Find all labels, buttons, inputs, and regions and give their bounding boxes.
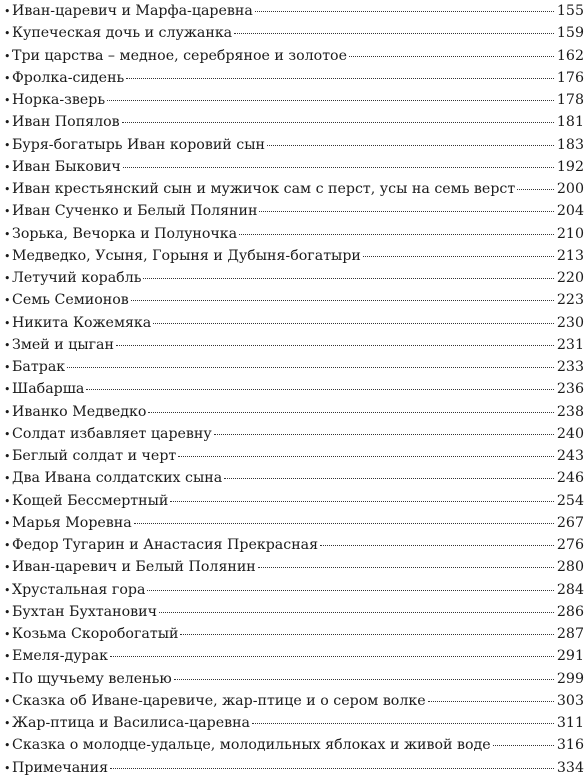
- bullet-icon: •: [4, 27, 11, 41]
- dot-leader: [363, 256, 554, 257]
- dot-leader: [174, 679, 554, 680]
- bullet-icon: •: [4, 427, 11, 441]
- toc-entry: [4, 67, 584, 89]
- toc-entry-title: Кощей Бессмертный: [12, 492, 169, 509]
- bullet-icon: •: [4, 561, 11, 575]
- toc-entry-page-number: 178: [556, 92, 584, 108]
- table-of-contents: [4, 0, 584, 779]
- dot-leader: [517, 189, 554, 190]
- dot-leader: [234, 33, 554, 34]
- bullet-icon: •: [4, 405, 11, 419]
- bullet-icon: •: [4, 316, 11, 330]
- toc-entry-title: Семь Семионов: [12, 292, 129, 309]
- toc-entry-title: Сказка об Иване-царевиче, жар-птице и о сером волке: [12, 692, 426, 709]
- bullet-icon: •: [4, 672, 11, 686]
- dot-leader: [255, 11, 554, 12]
- toc-entry-page-number: 223: [556, 292, 584, 309]
- toc-entry: [4, 534, 584, 556]
- toc-entry-title: Иван Сученко и Белый Полянин: [12, 203, 258, 220]
- toc-entry-title: Емеля-дурак: [12, 648, 109, 665]
- toc-entry-page-number: 280: [556, 559, 584, 576]
- dot-leader: [159, 612, 554, 613]
- toc-entry: [4, 89, 584, 111]
- toc-entry: [4, 645, 584, 667]
- toc-entry-page-number: 176: [556, 69, 584, 86]
- toc-entry-page-number: 284: [556, 581, 584, 598]
- toc-entry: [4, 445, 584, 467]
- toc-entry-title: Три царства – медное, серебряное и золотое: [12, 47, 347, 64]
- bullet-icon: •: [4, 694, 11, 708]
- bullet-icon: •: [4, 761, 11, 775]
- bullet-icon: •: [4, 49, 11, 63]
- toc-entry: [4, 223, 584, 245]
- toc-entry-page-number: 291: [556, 648, 584, 665]
- toc-entry-title: Солдат избавляет царевну: [12, 425, 212, 442]
- toc-entry-title: Буря-богатырь Иван коровий сын: [12, 136, 265, 153]
- toc-entry-page-number: 276: [556, 537, 584, 553]
- bullet-icon: •: [4, 160, 11, 174]
- bullet-icon: •: [4, 383, 11, 397]
- toc-entry: [4, 467, 584, 489]
- toc-entry: [4, 312, 584, 334]
- toc-entry: [4, 556, 584, 578]
- toc-entry-title: Беглый солдат и черт: [12, 448, 177, 464]
- dot-leader: [180, 634, 553, 635]
- toc-entry-page-number: 303: [556, 692, 584, 709]
- bullet-icon: •: [4, 249, 11, 263]
- bullet-icon: •: [4, 183, 11, 196]
- toc-entry-title: Фролка-сидень: [12, 69, 125, 86]
- bullet-icon: •: [4, 338, 11, 352]
- bullet-icon: •: [4, 472, 11, 486]
- dot-leader: [86, 389, 554, 390]
- dot-leader: [116, 345, 554, 346]
- toc-entry: [4, 45, 584, 67]
- toc-entry: [4, 22, 584, 44]
- toc-entry-title: Сказка о молодце-удальце, молодильных яблоках и живой воде: [12, 737, 491, 754]
- toc-entry: [4, 134, 584, 156]
- toc-entry-page-number: 233: [556, 359, 584, 375]
- dot-leader: [320, 545, 554, 546]
- toc-entry: [4, 356, 584, 378]
- toc-entry: [4, 623, 584, 645]
- dot-leader: [67, 367, 554, 368]
- bullet-icon: •: [4, 5, 11, 18]
- bullet-icon: •: [4, 539, 11, 552]
- dot-leader: [143, 278, 553, 279]
- toc-entry-page-number: 243: [556, 448, 584, 464]
- toc-entry: [4, 156, 584, 178]
- toc-entry-title: Иван Быкович: [12, 158, 121, 175]
- toc-entry-page-number: 236: [556, 381, 584, 398]
- dot-leader: [122, 122, 554, 123]
- dot-leader: [214, 434, 554, 435]
- dot-leader: [349, 56, 554, 57]
- toc-entry: [4, 423, 584, 445]
- toc-entry-title: Иван-царевич и Марфа-царевна: [12, 3, 253, 19]
- toc-entry-page-number: 267: [556, 514, 584, 531]
- toc-entry-page-number: 287: [556, 626, 584, 642]
- dot-leader: [267, 145, 554, 146]
- dot-leader: [110, 656, 554, 657]
- dot-leader: [131, 300, 554, 301]
- bullet-icon: •: [4, 583, 11, 597]
- toc-entry-title: Бухтан Бухтанович: [12, 603, 157, 620]
- toc-entry-page-number: 162: [556, 47, 584, 64]
- toc-entry-page-number: 231: [556, 336, 584, 353]
- toc-entry: [4, 378, 584, 400]
- bullet-icon: •: [4, 650, 11, 664]
- dot-leader: [147, 590, 553, 591]
- toc-entry: [4, 757, 584, 779]
- toc-entry: [4, 490, 584, 512]
- toc-entry-page-number: 238: [556, 403, 584, 420]
- toc-entry-page-number: 213: [556, 247, 584, 264]
- toc-entry-page-number: 200: [556, 181, 584, 197]
- toc-entry: [4, 111, 584, 133]
- toc-entry: [4, 712, 584, 734]
- toc-entry-title: Иван крестьянский сын и мужичок сам с перст, усы на семь верст: [12, 181, 516, 197]
- bullet-icon: •: [4, 605, 11, 619]
- bullet-icon: •: [4, 361, 11, 374]
- toc-entry-page-number: 240: [556, 425, 584, 442]
- dot-leader: [258, 567, 554, 568]
- dot-leader: [123, 167, 554, 168]
- bullet-icon: •: [4, 494, 11, 508]
- toc-entry-title: Змей и цыган: [12, 336, 114, 353]
- toc-entry: [4, 512, 584, 534]
- dot-leader: [239, 234, 554, 235]
- toc-entry-page-number: 299: [556, 670, 584, 687]
- toc-entry-page-number: 246: [556, 470, 584, 487]
- toc-entry: [4, 178, 584, 200]
- toc-entry-page-number: 220: [556, 270, 584, 286]
- bullet-icon: •: [4, 227, 11, 241]
- bullet-icon: •: [4, 739, 11, 753]
- toc-entry: [4, 690, 584, 712]
- toc-entry-page-number: 159: [556, 25, 584, 42]
- dot-leader: [493, 745, 554, 746]
- dot-leader: [107, 100, 554, 101]
- toc-entry-title: Батрак: [12, 359, 66, 375]
- toc-entry-page-number: 192: [556, 158, 584, 175]
- dot-leader: [153, 323, 554, 324]
- toc-entry: [4, 334, 584, 356]
- bullet-icon: •: [4, 116, 11, 130]
- dot-leader: [134, 523, 554, 524]
- bullet-icon: •: [4, 71, 11, 85]
- toc-entry-title: Козьма Скоробогатый: [12, 626, 179, 642]
- toc-entry-title: Шабарша: [12, 381, 85, 398]
- toc-entry-page-number: 210: [556, 225, 584, 242]
- toc-entry-title: Примечания: [12, 759, 109, 776]
- toc-entry: [4, 579, 584, 601]
- toc-entry-title: Два Ивана солдатских сына: [12, 470, 223, 487]
- dot-leader: [148, 412, 554, 413]
- toc-entry-title: Норка-зверь: [12, 92, 106, 108]
- toc-entry: [4, 267, 584, 289]
- dot-leader: [178, 456, 554, 457]
- dot-leader: [428, 701, 554, 702]
- toc-entry-title: Купеческая дочь и служанка: [12, 25, 233, 42]
- bullet-icon: •: [4, 205, 11, 219]
- toc-entry: [4, 601, 584, 623]
- toc-entry-page-number: 286: [556, 603, 584, 620]
- toc-entry-title: Иван Попялов: [12, 114, 120, 131]
- toc-entry-title: Иван-царевич и Белый Полянин: [12, 559, 256, 576]
- dot-leader: [259, 211, 553, 212]
- toc-entry-page-number: 204: [556, 203, 584, 220]
- toc-entry-title: Федор Тугарин и Анастасия Прекрасная: [12, 537, 319, 553]
- toc-entry: [4, 668, 584, 690]
- bullet-icon: •: [4, 717, 11, 730]
- bullet-icon: •: [4, 138, 11, 152]
- toc-entry: [4, 245, 584, 267]
- toc-entry-page-number: 254: [556, 492, 584, 509]
- toc-entry-page-number: 183: [556, 136, 584, 153]
- toc-entry-page-number: 230: [556, 314, 584, 331]
- toc-entry: [4, 289, 584, 311]
- toc-entry-page-number: 334: [556, 759, 584, 776]
- dot-leader: [110, 768, 554, 769]
- toc-entry-title: Хрустальная гора: [12, 581, 146, 598]
- toc-entry-page-number: 181: [556, 114, 584, 131]
- toc-entry-page-number: 311: [556, 715, 584, 731]
- toc-entry-page-number: 155: [556, 3, 584, 19]
- toc-entry-title: Марья Моревна: [12, 514, 132, 531]
- toc-entry-title: Летучий корабль: [12, 270, 142, 286]
- toc-entry-title: Медведко, Усыня, Горыня и Дубыня-богатыри: [12, 247, 361, 264]
- toc-entry-page-number: 316: [556, 737, 584, 754]
- dot-leader: [224, 478, 554, 479]
- bullet-icon: •: [4, 294, 11, 308]
- toc-entry-title: Никита Кожемяка: [12, 314, 152, 331]
- toc-entry-title: По щучьему веленью: [12, 670, 172, 687]
- dot-leader: [252, 723, 554, 724]
- toc-entry-title: Зорька, Вечорка и Полуночка: [12, 225, 238, 242]
- toc-entry: [4, 734, 584, 756]
- toc-entry: [4, 401, 584, 423]
- bullet-icon: •: [4, 628, 11, 641]
- bullet-icon: •: [4, 516, 11, 530]
- toc-entry: [4, 200, 584, 222]
- toc-entry-title: Жар-птица и Василиса-царевна: [12, 715, 251, 731]
- bullet-icon: •: [4, 94, 11, 107]
- dot-leader: [170, 501, 554, 502]
- toc-entry: [4, 0, 584, 22]
- toc-entry-title: Иванко Медведко: [12, 403, 147, 420]
- bullet-icon: •: [4, 272, 11, 285]
- dot-leader: [126, 78, 554, 79]
- bullet-icon: •: [4, 450, 11, 463]
